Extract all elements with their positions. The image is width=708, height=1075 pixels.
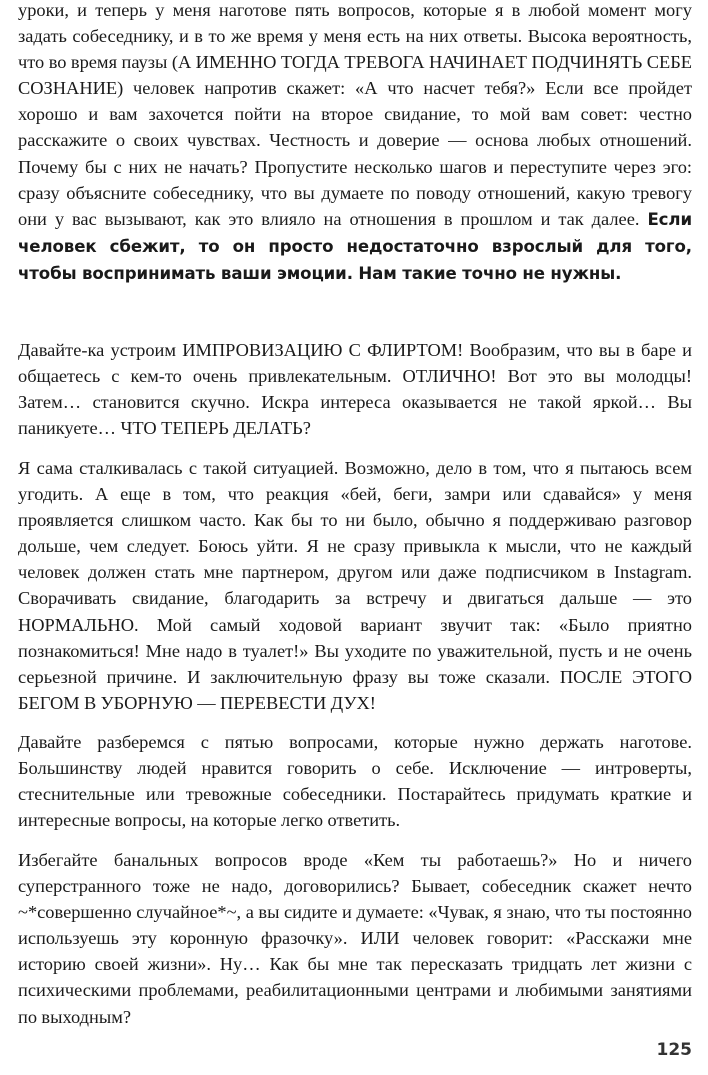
paragraph-5: Избегайте банальных вопросов вроде «Кем ты работаешь?» Но и ничего суперстранного тоже не надо, договорились? Бывает, собеседник скажет нечто ~*совершенно случайное*~, а вы сидите и думаете: «Чувак, я знаю, что ты постоянно используешь эту коронную фразочку». ИЛИ человек говорит: «Расскажи мне историю своей жизни». Ну… Как бы мне так пересказать тридцать лет жизни с психическими проблемами, реабилитационными центрами и любимыми занятиями по выходным? (18, 850, 692, 1027)
paragraph-1-text: уроки, и теперь у меня наготове пять вопросов, которые я в любой момент могу задать собеседнику, и в то же время у меня есть на них ответы. Высока вероятность, что во время паузы (А ИМЕННО ТОГДА ТРЕВОГА НАЧИНАЕТ ПОДЧИНЯТЬ СЕБЕ СОЗНАНИЕ) человек напротив скажет: «А что насчет тебя?» Если все пройдет хорошо и вам захочется пойти на второе свидание, то мой вам совет: честно расскажите о своих чувствах. Честность и доверие — основа любых отношений. Почему бы с них не начать? Пропустите несколько шагов и переступите через эго: сразу объясните собеседнику, что вы думаете по поводу отношений, какую тревогу они у вас вызывают, как это влияло на отношения в прошлом и так далее. (18, 0, 692, 229)
paragraph-4: Давайте разберемся с пятью вопросами, которые нужно держать наготове. Большинству людей нравится говорить о себе. Исключение — интроверты, стеснительные или тревожные собеседники. Постарайтесь придумать краткие и интересные вопросы, на которые легко ответить. (18, 732, 692, 831)
paragraph-3: Я сама сталкивалась с такой ситуацией. Возможно, дело в том, что я пытаюсь всем угодить. А еще в том, что реакция «бей, беги, замри или сдавайся» у меня проявляется слишком часто. Как бы то ни было, обычно я поддерживаю разговор дольше, чем следует. Боюсь уйти. Я не сразу привыкла к мысли, что не каждый человек должен стать мне партнером, другом или даже подписчиком в Instagram. Сворачивать свидание, благодарить за встречу и двигаться дальше — это НОРМАЛЬНО. Мой самый ходовой вариант звучит так: «Было приятно познакомиться! Мне надо в туалет!» Вы уходите по уважительной, пусть и не очень серьезной причине. И заключительную фразу вы тоже сказали. ПОСЛЕ ЭТОГО БЕГОМ В УБОРНУЮ — ПЕРЕВЕСТИ ДУХ! (18, 458, 692, 713)
paragraph-1 (18, 0, 692, 287)
paragraph-2: Давайте-ка устроим ИМПРОВИЗАЦИЮ С ФЛИРТОМ! Вообразим, что вы в баре и общаетесь с кем-то очень привлекательным. ОТЛИЧНО! Вот это вы молодцы! Затем… становится скучно. Искра интереса оказывается не такой яркой… Вы паникуете… ЧТО ТЕПЕРЬ ДЕЛАТЬ? (18, 340, 692, 439)
page-number: 125 (656, 1040, 692, 1060)
paragraph-1-bold-text: Если человек сбежит, то он просто недостаточно взрослый для того, чтобы воспринимать ваши эмоции. Нам такие точно не нужны. (18, 209, 692, 283)
